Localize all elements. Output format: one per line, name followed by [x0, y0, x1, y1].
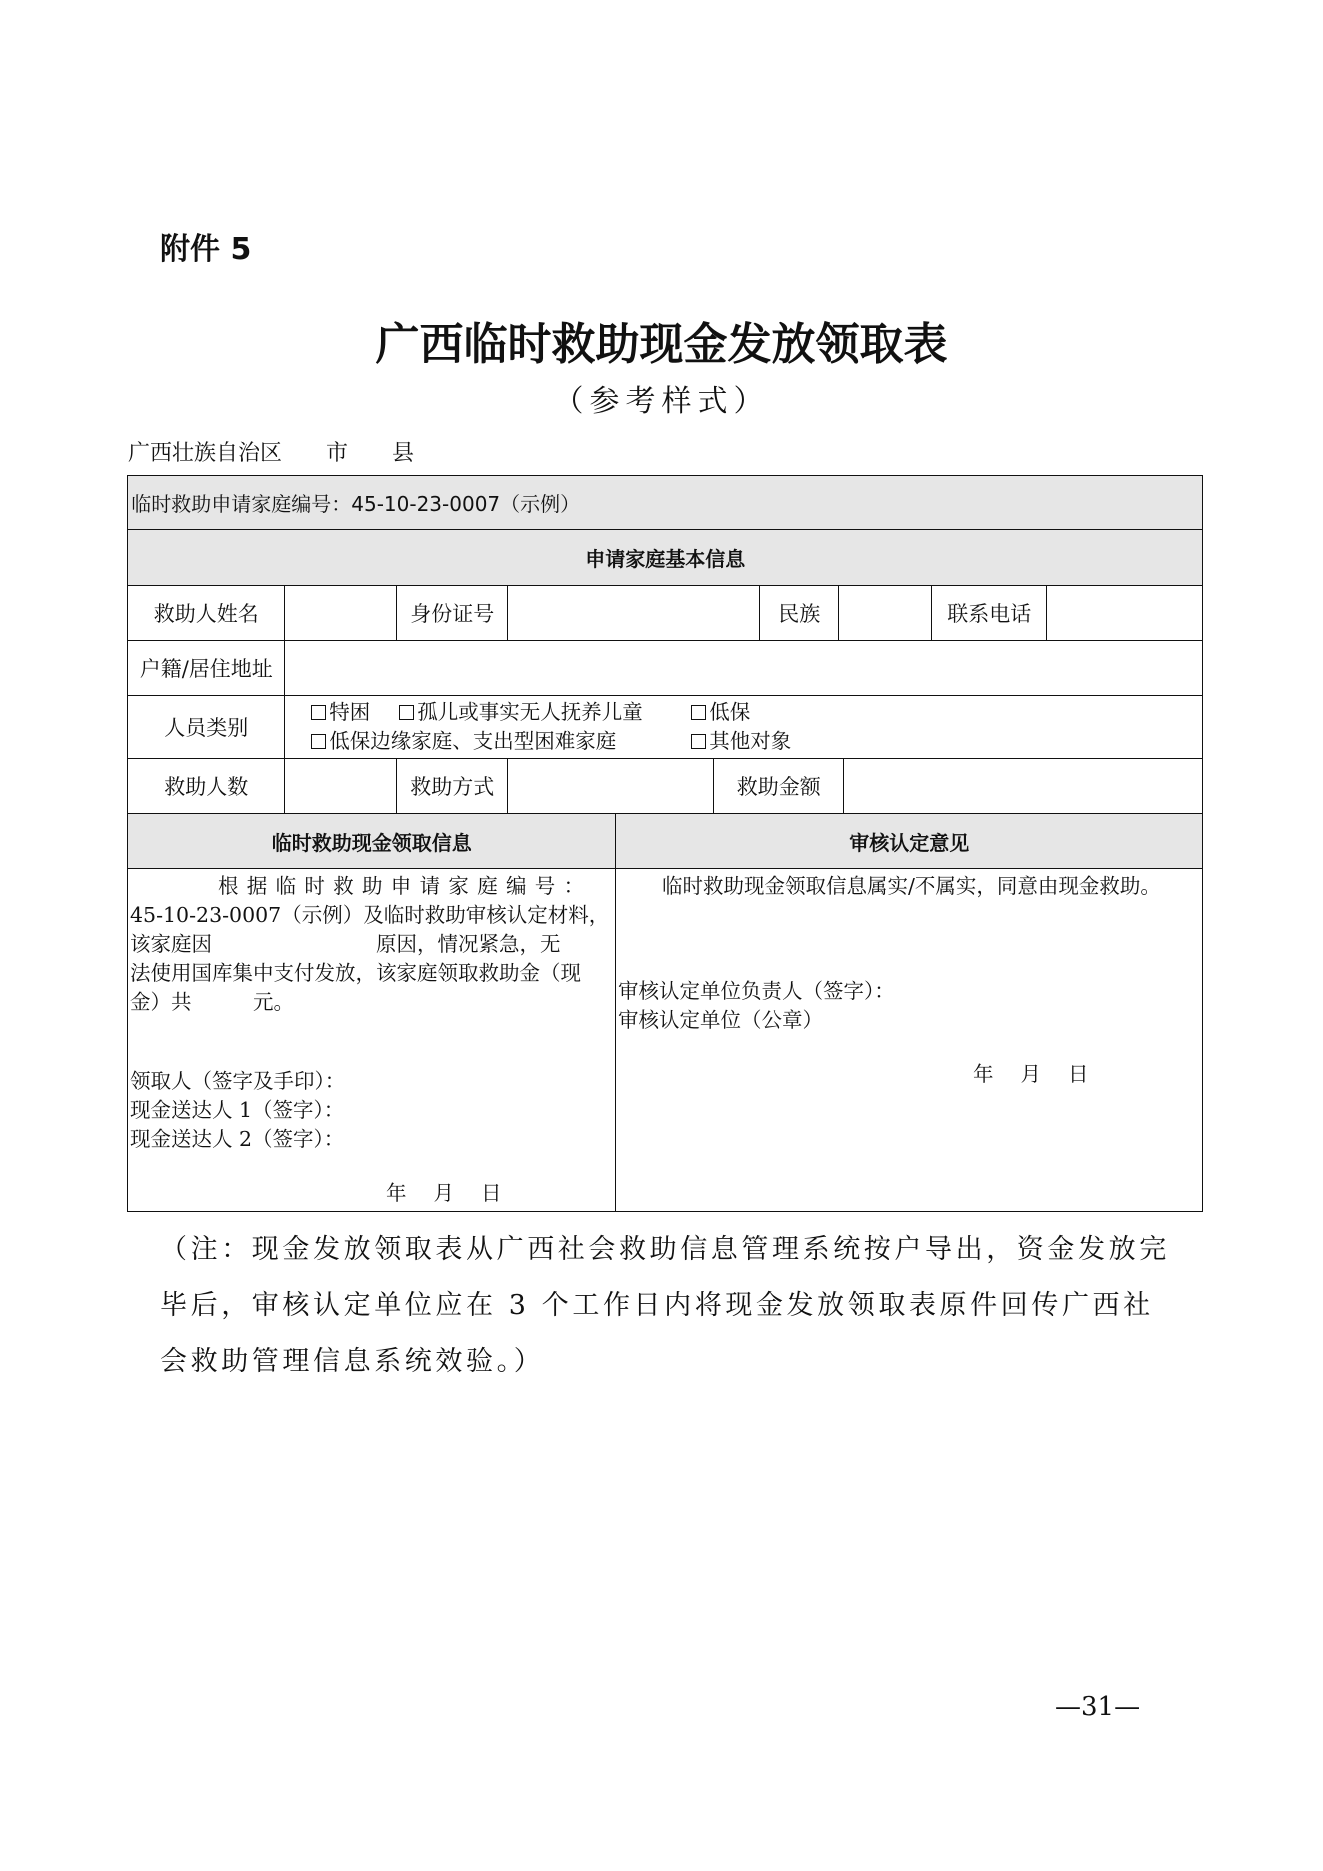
category-option[interactable]: 孤儿或事实无人抚养儿童: [399, 698, 691, 727]
amount-field[interactable]: [843, 758, 1203, 814]
review-header: 审核认定意见: [615, 813, 1203, 869]
ethnic-field[interactable]: [838, 585, 932, 641]
name-label: 救助人姓名: [127, 585, 285, 641]
region-line: 广西壮族自治区 市 县: [128, 441, 415, 466]
category-option[interactable]: 低保: [691, 700, 750, 724]
cash-info-text: 根据临时救助申请家庭编号： 45-10-23-0007（示例）及临时救助审核认定材料， 该家庭因 原因，情况紧急，无 法使用国库集中支付发放，该家庭领取救助金（现 金）共 元。: [130, 874, 610, 1014]
method-label: 救助方式: [396, 758, 508, 814]
category-option[interactable]: 特困: [311, 698, 399, 727]
phone-label: 联系电话: [931, 585, 1047, 641]
date-left: 年 月 日: [386, 1181, 502, 1205]
document-title: 广西临时救助现金发放领取表: [375, 319, 948, 370]
cash-info-header: 临时救助现金领取信息: [127, 813, 616, 869]
category-label: 人员类别: [127, 695, 285, 759]
page-number: —31—: [1055, 1692, 1141, 1722]
count-field[interactable]: [284, 758, 397, 814]
signature-lines: 领取人（签字及手印）： 现金送达人 1（签字）： 现金送达人 2（签字）：: [130, 1069, 346, 1151]
category-option[interactable]: 低保边缘家庭、支出型困难家庭: [311, 727, 691, 756]
document-subtitle: （参考样式）: [553, 384, 770, 419]
date-right: 年 月 日: [973, 1062, 1089, 1086]
review-signature: 审核认定单位负责人（签字）： 审核认定单位（公章）: [618, 979, 895, 1032]
footnote: （注：现金发放领取表从广西社会救助信息管理系统按户导出，资金发放完毕后，审核认定单位应在 3 个工作日内将现金发放领取表原件回传广西社会救助管理信息系统效验。）: [160, 1234, 1170, 1377]
checkbox-icon: [311, 734, 326, 749]
address-label: 户籍/居住地址: [127, 640, 285, 696]
checkbox-icon: [691, 705, 706, 720]
phone-field[interactable]: [1046, 585, 1203, 641]
category-option[interactable]: 其他对象: [691, 729, 791, 753]
review-text: 临时救助现金领取信息属实/不属实，同意由现金救助。: [662, 874, 1161, 898]
name-field[interactable]: [284, 585, 397, 641]
checkbox-icon: [311, 705, 326, 720]
id-label: 身份证号: [396, 585, 508, 641]
review-cell: [615, 868, 1203, 1212]
id-field[interactable]: [507, 585, 760, 641]
checkbox-icon: [691, 734, 706, 749]
count-label: 救助人数: [127, 758, 285, 814]
basic-info-header: 申请家庭基本信息: [127, 529, 1203, 586]
category-options: [284, 695, 1203, 759]
address-field[interactable]: [284, 640, 1203, 696]
checkbox-icon: [399, 705, 414, 720]
method-field[interactable]: [507, 758, 714, 814]
attachment-label: 附件 5: [160, 232, 252, 267]
family-number: 临时救助申请家庭编号：45-10-23-0007（示例）: [127, 475, 1203, 530]
amount-label: 救助金额: [713, 758, 844, 814]
ethnic-label: 民族: [759, 585, 839, 641]
